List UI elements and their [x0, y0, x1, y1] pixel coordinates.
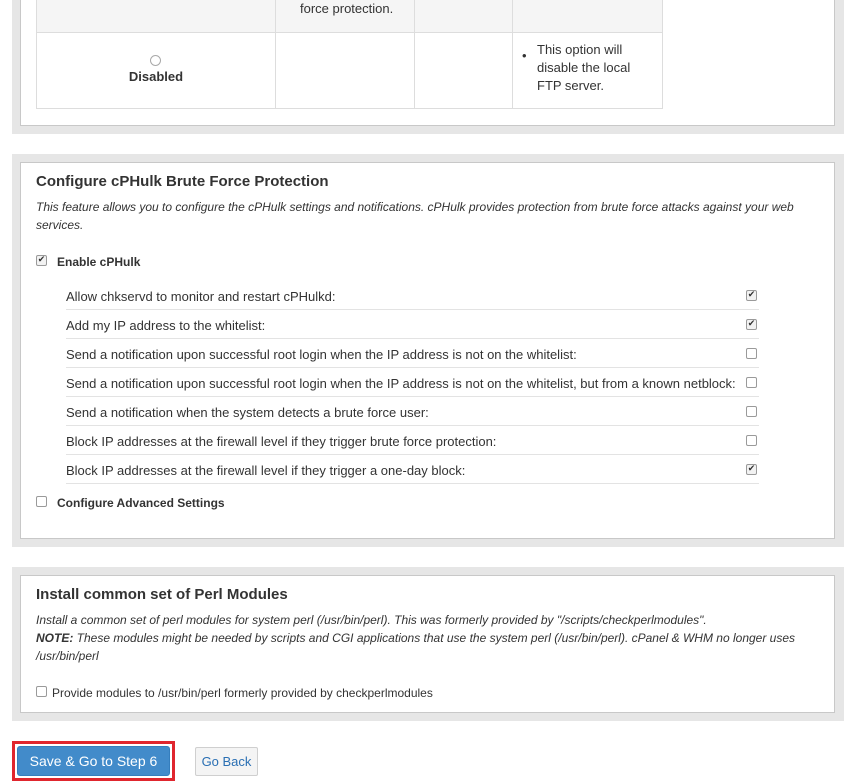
cphulk-title: Configure cPHulk Brute Force Protection [36, 173, 329, 190]
cphulk-option-checkbox[interactable] [746, 464, 757, 475]
ftp-disabled-label: Disabled [128, 69, 184, 84]
perl-modules-label: Provide modules to /usr/bin/perl formerly provided by checkperlmodules [52, 686, 433, 700]
cphulk-option-checkbox[interactable] [746, 406, 757, 417]
ftp-disabled-bullet-dot: • [522, 48, 527, 63]
perl-modules-checkbox[interactable] [36, 686, 47, 697]
enable-cphulk-checkbox[interactable] [36, 255, 47, 266]
enable-cphulk-label: Enable cPHulk [57, 255, 141, 269]
cphulk-option-checkbox[interactable] [746, 319, 757, 330]
cphulk-option-row [66, 397, 759, 426]
cphulk-option-checkbox[interactable] [746, 377, 757, 388]
cphulk-option-label: Send a notification when the system detects a brute force user: [66, 405, 429, 420]
perl-title: Install common set of Perl Modules [36, 586, 288, 603]
cphulk-option-row [66, 281, 759, 310]
cphulk-option-row [66, 455, 759, 484]
cphulk-option-row [66, 339, 759, 368]
cphulk-option-label: Block IP addresses at the firewall level if they trigger brute force protection: [66, 434, 497, 449]
cphulk-option-row [66, 426, 759, 455]
advanced-settings-label: Configure Advanced Settings [57, 496, 225, 510]
cphulk-option-label: Add my IP address to the whitelist: [66, 318, 266, 333]
cphulk-option-checkbox[interactable] [746, 348, 757, 359]
perl-description [36, 611, 826, 665]
cphulk-option-label: Send a notification upon successful root login when the IP address is not on the whitelist: [66, 347, 577, 362]
check-icon: ✔ [747, 464, 756, 474]
ftp-top-cell-text: force protection. [300, 1, 394, 16]
ftp-disabled-radio[interactable] [150, 55, 161, 66]
perl-note-label: NOTE: [36, 631, 74, 645]
cphulk-option-label: Send a notification upon successful root login when the IP address is not on the whitelist, but from a known netblock: [66, 376, 736, 391]
save-continue-button[interactable]: Save & Go to Step 6 [17, 746, 170, 776]
perl-note-text: These modules might be needed by scripts and CGI applications that use the system perl (/usr/bin/perl). cPanel & WHM no longer uses /usr/bin/perl [36, 631, 796, 663]
cphulk-option-row [66, 368, 759, 397]
cphulk-option-checkbox[interactable] [746, 290, 757, 301]
cphulk-option-label: Block IP addresses at the firewall level if they trigger a one-day block: [66, 463, 466, 478]
cphulk-option-checkbox[interactable] [746, 435, 757, 446]
cphulk-option-row [66, 310, 759, 339]
advanced-settings-checkbox[interactable] [36, 496, 47, 507]
cphulk-description: This feature allows you to configure the cPHulk settings and notifications. cPHulk provides protection from brute force attacks against your web services. [36, 200, 794, 232]
check-icon: ✔ [747, 290, 756, 300]
ftp-disabled-bullet: This option will disable the local FTP server. [537, 42, 631, 93]
perl-desc-line1: Install a common set of perl modules for system perl (/usr/bin/perl). This was formerly provided by "/scripts/checkperlmodules". [36, 613, 707, 627]
check-icon: ✔ [37, 255, 46, 265]
go-back-button[interactable]: Go Back [195, 747, 258, 776]
cphulk-option-label: Allow chkservd to monitor and restart cPHulkd: [66, 289, 336, 304]
check-icon: ✔ [747, 319, 756, 329]
